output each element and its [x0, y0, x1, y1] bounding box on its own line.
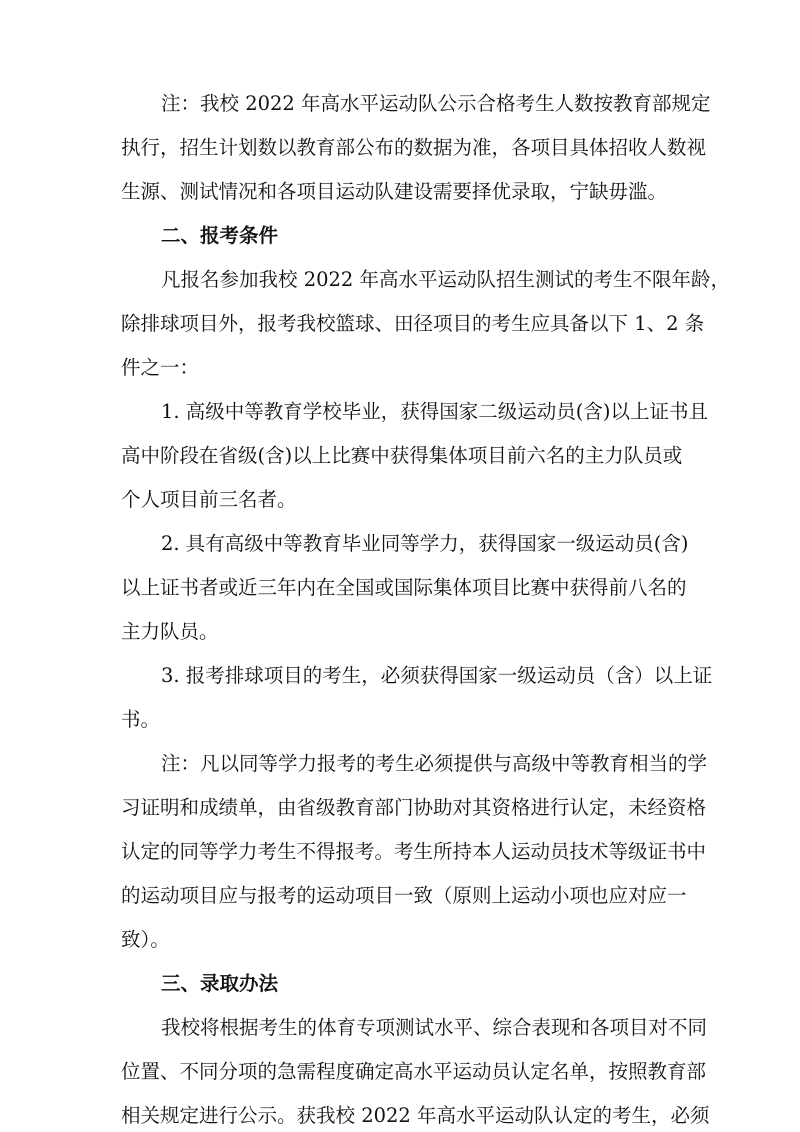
eligibility-intro-line: 件之一：: [121, 356, 200, 379]
condition-1-line: 高中阶段在省级(含)以上比赛中获得集体项目前六名的主力队员或: [121, 444, 683, 467]
admission-body-line: 相关规定进行公示。获我校 2022 年高水平运动队认定的考生，必须: [121, 1104, 710, 1127]
section-heading-admission: 三、录取办法: [161, 972, 279, 995]
note2-line: 注：凡以同等学力报考的考生必须提供与高级中等教育相当的学: [161, 752, 708, 775]
eligibility-intro-line: 除排球项目外，报考我校篮球、田径项目的考生应具备以下 1、2 条: [121, 312, 705, 335]
note1-line: 执行，招生计划数以教育部公布的数据为准，各项目具体招收人数视: [121, 136, 707, 159]
note1-line: 生源、测试情况和各项目运动队建设需要择优录取，宁缺毋滥。: [121, 180, 668, 203]
condition-1-line: 个人项目前三名者。: [121, 488, 297, 511]
note2-line: 认定的同等学力考生不得报考。考生所持本人运动员技术等级证书中: [121, 840, 707, 863]
condition-2-line: 主力队员。: [121, 620, 219, 643]
eligibility-intro-line: 凡报名参加我校 2022 年高水平运动队招生测试的考生不限年龄，: [161, 268, 731, 291]
admission-body-line: 我校将根据考生的体育专项测试水平、综合表现和各项目对不同: [161, 1016, 708, 1039]
note2-line: 的运动项目应与报考的运动项目一致（原则上运动小项也应对应一: [121, 884, 687, 907]
condition-2-line: 2. 具有高级中等教育毕业同等学力，获得国家一级运动员(含): [161, 532, 689, 555]
note2-line: 致）。: [121, 928, 170, 951]
condition-3-line: 书。: [121, 708, 161, 731]
note1-line: 注：我校 2022 年高水平运动队公示合格考生人数按教育部规定: [161, 92, 711, 115]
condition-2-line: 以上证书者或近三年内在全国或国际集体项目比赛中获得前八名的: [121, 576, 687, 599]
condition-3-line: 3. 报考排球项目的考生，必须获得国家一级运动员（含）以上证: [161, 664, 713, 687]
note2-line: 习证明和成绩单，由省级教育部门协助对其资格进行认定，未经资格: [121, 796, 707, 819]
admission-body-line: 位置、不同分项的急需程度确定高水平运动员认定名单，按照教育部: [121, 1060, 707, 1083]
section-heading-eligibility: 二、报考条件: [161, 224, 279, 247]
condition-1-line: 1. 高级中等教育学校毕业，获得国家二级运动员(含)以上证书且: [161, 400, 709, 423]
